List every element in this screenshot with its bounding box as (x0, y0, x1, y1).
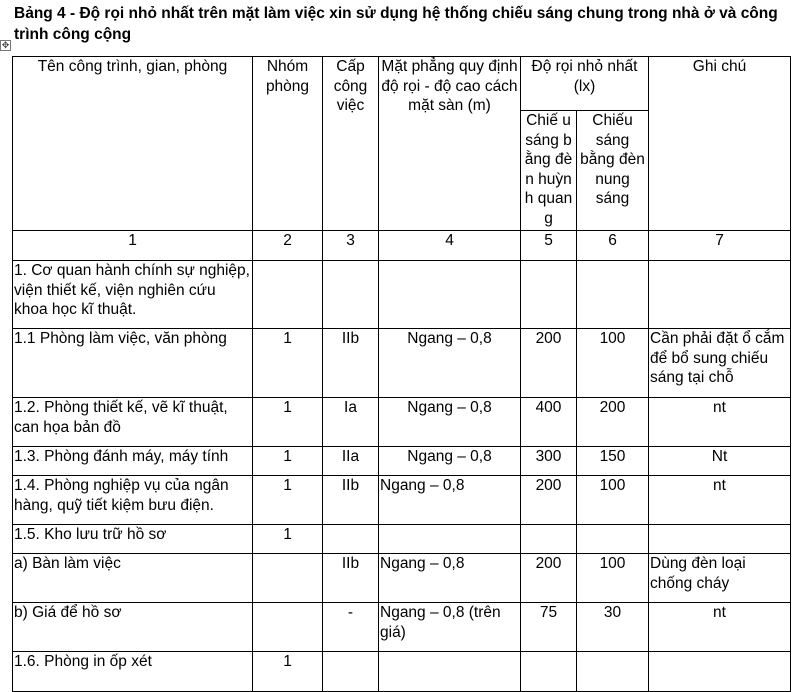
table-row (13, 261, 791, 329)
col-number: 3 (323, 231, 379, 261)
cell-note: Nt (649, 447, 791, 476)
table-row (13, 525, 791, 554)
cell-group: 1 (253, 652, 323, 692)
cell-level (323, 261, 379, 329)
header-fluorescent: Chiế u sáng bằng đèn huỳn h quan g (521, 111, 577, 231)
table-move-handle-icon[interactable]: ✥ (1, 40, 10, 50)
cell-incandescent: 100 (577, 476, 649, 525)
table-row (13, 329, 791, 398)
cell-group: 1 (253, 447, 323, 476)
cell-fluorescent: 200 (521, 554, 577, 603)
cell-incandescent (577, 525, 649, 554)
header-incandescent: Chiếu sáng bằng đèn nung sáng (577, 111, 649, 231)
cell-name: 1.1 Phòng làm việc, văn phòng (13, 329, 253, 398)
header-group: Nhóm phòng (253, 57, 323, 231)
cell-plane: Ngang – 0,8 (379, 398, 521, 447)
cell-name: 1.3. Phòng đánh máy, máy tính (13, 447, 253, 476)
cell-name: 1.6. Phòng in ốp xét (13, 652, 253, 692)
cell-group (253, 603, 323, 652)
cell-level: IIb (323, 476, 379, 525)
header-row (13, 57, 791, 111)
cell-fluorescent: 200 (521, 329, 577, 398)
cell-name: b) Giá để hồ sơ (13, 603, 253, 652)
cell-group (253, 554, 323, 603)
col-number: 1 (13, 231, 253, 261)
table-caption: Bảng 4 - Độ rọi nhỏ nhất trên mặt làm việc xin sử dụng hệ thống chiếu sáng chung trong nhà ở và công trình công cộng (14, 5, 778, 43)
col-number: 6 (577, 231, 649, 261)
cell-fluorescent: 400 (521, 398, 577, 447)
cell-incandescent: 100 (577, 329, 649, 398)
cell-level: IIb (323, 554, 379, 603)
header-plane: Mặt phẳng quy định độ rọi - độ cao cách mặt sàn (m) (379, 57, 521, 231)
cell-name: 1.4. Phòng nghiệp vụ của ngân hàng, quỹ tiết kiệm bưu điện. (13, 476, 253, 525)
cell-plane (379, 525, 521, 554)
header-illuminance: Độ rọi nhỏ nhất (lx) (521, 57, 649, 111)
cell-note: Dùng đèn loại chống cháy (649, 554, 791, 603)
cell-note: nt (649, 603, 791, 652)
cell-fluorescent: 75 (521, 603, 577, 652)
header-note: Ghi chú (649, 57, 791, 231)
table-row (13, 554, 791, 603)
cell-plane: Ngang – 0,8 (trên giá) (379, 603, 521, 652)
col-number: 5 (521, 231, 577, 261)
cell-note (649, 261, 791, 329)
col-number: 4 (379, 231, 521, 261)
cell-plane: Ngang – 0,8 (379, 554, 521, 603)
col-number: 7 (649, 231, 791, 261)
column-number-row (13, 231, 791, 261)
cell-group: 1 (253, 329, 323, 398)
cell-fluorescent: 300 (521, 447, 577, 476)
table-row (13, 447, 791, 476)
cell-incandescent: 200 (577, 398, 649, 447)
cell-group: 1 (253, 525, 323, 554)
cell-incandescent (577, 261, 649, 329)
cell-note: nt (649, 398, 791, 447)
cell-group: 1 (253, 476, 323, 525)
header-name: Tên công trình, gian, phòng (13, 57, 253, 231)
table-row (13, 398, 791, 447)
cell-plane: Ngang – 0,8 (379, 329, 521, 398)
cell-level: IIa (323, 447, 379, 476)
cell-note: nt (649, 476, 791, 525)
cell-note: Cần phải đặt ổ cắm để bổ sung chiếu sáng tại chỗ (649, 329, 791, 398)
cell-name: a) Bàn làm việc (13, 554, 253, 603)
cell-level: Ia (323, 398, 379, 447)
cell-group: 1 (253, 398, 323, 447)
cell-fluorescent (521, 261, 577, 329)
cell-plane: Ngang – 0,8 (379, 476, 521, 525)
cell-fluorescent: 200 (521, 476, 577, 525)
cell-incandescent: 30 (577, 603, 649, 652)
cell-level: IIb (323, 329, 379, 398)
cell-fluorescent (521, 525, 577, 554)
cell-note (649, 525, 791, 554)
table-row (13, 603, 791, 652)
table-row (13, 476, 791, 525)
cell-incandescent: 150 (577, 447, 649, 476)
cell-plane (379, 261, 521, 329)
cell-name: 1. Cơ quan hành chính sự nghiệp, viện thiết kế, viện nghiên cứu khoa học kĩ thuật. (13, 261, 253, 329)
col-number: 2 (253, 231, 323, 261)
cell-group (253, 261, 323, 329)
cell-plane: Ngang – 0,8 (379, 447, 521, 476)
cell-name: 1.2. Phòng thiết kế, vẽ kĩ thuật, can họa bản đồ (13, 398, 253, 447)
cell-level (323, 525, 379, 554)
illuminance-table (12, 56, 791, 692)
cell-level: - (323, 603, 379, 652)
cell-incandescent: 100 (577, 554, 649, 603)
cell-name: 1.5. Kho lưu trữ hồ sơ (13, 525, 253, 554)
header-level: Cấp công việc (323, 57, 379, 231)
